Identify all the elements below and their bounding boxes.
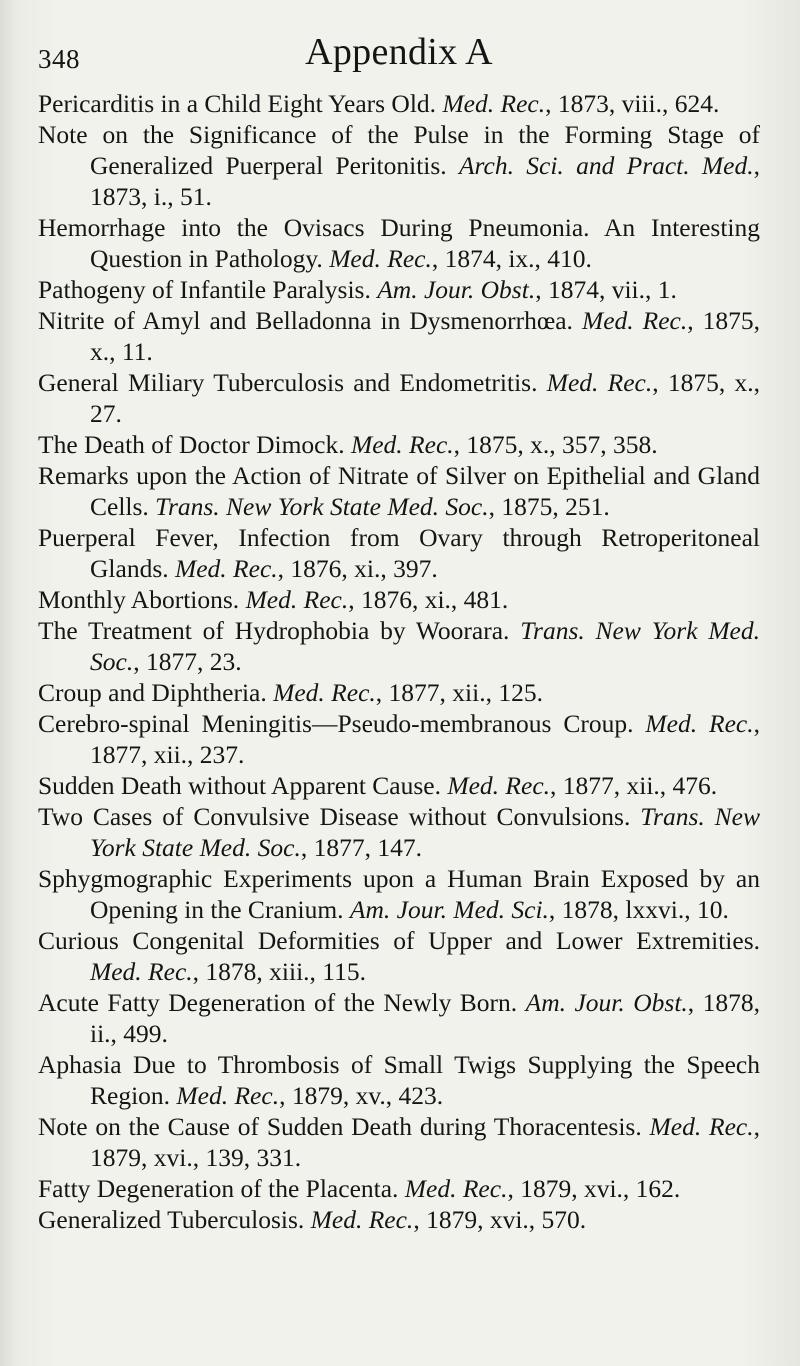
entry-journal: Med. Rec. [442, 89, 546, 118]
entry-title: Monthly Abortions. [38, 585, 240, 614]
entry-details: , 1875, x., 357, 358. [453, 430, 658, 459]
bibliography-entry [38, 305, 760, 367]
bibliography-entry [38, 1173, 760, 1204]
entry-details: , 1877, xii., 237. [90, 709, 761, 769]
entry-title: Generalized Tuberculosis. [38, 1205, 305, 1234]
running-head: Appendix A [305, 31, 493, 73]
entry-details: , 1874, ix., 410. [431, 244, 592, 273]
bibliography-entry [38, 460, 760, 522]
page-header [38, 0, 760, 88]
entry-title: Remarks upon the Action of Nitrate of Silver on Epithelial and Gland Cells. [38, 461, 760, 521]
entry-title: The Death of Doctor Dimock. [38, 430, 345, 459]
entry-journal: Am. Jour. Med. Sci. [349, 895, 549, 924]
bibliography-entry [38, 88, 760, 119]
entry-journal: Med. Rec. [176, 1081, 280, 1110]
entry-title: Note on the Significance of the Pulse in the Forming Stage of Generalized Puerperal Peritonitis. [38, 120, 760, 180]
entry-details: , 1879, xvi., 162. [507, 1174, 681, 1203]
bibliography-entry [38, 677, 760, 708]
entry-title: Aphasia Due to Thrombosis of Small Twigs Supplying the Speech Region. [38, 1050, 760, 1110]
entry-details: , 1879, xvi., 570. [413, 1205, 587, 1234]
bibliography-entry [38, 212, 760, 274]
entry-journal: Am. Jour. Obst. [377, 275, 536, 304]
entry-title: Note on the Cause of Sudden Death during Thoracentesis. [38, 1112, 642, 1141]
bibliography-entry [38, 429, 760, 460]
bibliography-entry [38, 367, 760, 429]
entry-details: , 1878, lxxvi., 10. [548, 895, 729, 924]
bibliography-entry [38, 770, 760, 801]
entry-journal: Med. Rec. [310, 1205, 414, 1234]
entry-title: Pericarditis in a Child Eight Years Old. [38, 89, 437, 118]
entry-journal: Med. Rec. [581, 306, 688, 335]
bibliography-entry [38, 863, 760, 925]
entry-title: Pathogeny of Infantile Paralysis. [38, 275, 371, 304]
entry-journal: Med. Rec. [447, 771, 551, 800]
entry-title: Curious Congenital Deformities of Upper and Lower Extremities. [38, 926, 760, 955]
entry-details: , 1873, viii., 624. [545, 89, 720, 118]
entry-title: Nitrite of Amyl and Belladonna in Dysmenorrhœa. [38, 306, 573, 335]
bibliography-entry [38, 119, 760, 212]
entry-details: , 1878, ii., 499. [90, 988, 761, 1048]
entry-details: , 1879, xvi., 139, 331. [90, 1112, 761, 1172]
entry-journal: Arch. Sci. and Pract. Med. [458, 151, 754, 180]
entry-details: , 1874, vii., 1. [535, 275, 677, 304]
entry-journal: Med. Rec. [546, 368, 653, 397]
bibliography-entry [38, 801, 760, 863]
entry-title: Cerebro-spinal Meningitis—Pseudo-membranous Croup. [38, 709, 634, 738]
entry-title: Hemorrhage into the Ovisacs During Pneumonia. An Interesting Question in Pathology. [38, 213, 760, 273]
entry-details: , 1875, x., 27. [90, 368, 760, 428]
entry-journal: Med. Rec. [245, 585, 349, 614]
entry-details: , 1878, xiii., 115. [192, 957, 366, 986]
entry-title: General Miliary Tuberculosis and Endometritis. [38, 368, 538, 397]
entry-details: , 1875, 251. [488, 492, 610, 521]
entry-details: , 1877, xii., 476. [550, 771, 718, 800]
entry-journal: Med. Rec. [351, 430, 454, 459]
entry-details: , 1877, 23. [133, 647, 242, 676]
entry-details: , 1877, 147. [300, 833, 422, 862]
entry-details: , 1875, x., 11. [90, 306, 761, 366]
entry-title: Puerperal Fever, Infection from Ovary through Retroperitoneal Glands. [38, 523, 760, 583]
entry-journal: Med. Rec. [645, 709, 754, 738]
entry-journal: Med. Rec. [175, 554, 278, 583]
entry-title: Croup and Diphtheria. [38, 678, 267, 707]
entry-journal: Trans. New York Med. Soc. [90, 616, 761, 676]
entry-title: Acute Fatty Degeneration of the Newly Born. [38, 988, 518, 1017]
bibliography-entry [38, 1049, 760, 1111]
entry-title: The Treatment of Hydrophobia by Woorara. [38, 616, 510, 645]
bibliography-entry [38, 1204, 760, 1235]
bibliography-list [38, 88, 760, 1235]
entry-journal: Am. Jour. Obst. [525, 988, 688, 1017]
entry-journal: Med. Rec. [404, 1174, 508, 1203]
entry-journal: Med. Rec. [90, 957, 193, 986]
entry-details: , 1879, xv., 423. [279, 1081, 444, 1110]
entry-title: Fatty Degeneration of the Placenta. [38, 1174, 399, 1203]
entry-title: Sphygmographic Experiments upon a Human Brain Exposed by an Opening in the Cranium. [38, 864, 760, 924]
entry-title: Sudden Death without Apparent Cause. [38, 771, 441, 800]
bibliography-entry [38, 925, 760, 987]
entry-details: , 1876, xi., 397. [277, 554, 438, 583]
bibliography-entry [38, 615, 760, 677]
bibliography-entry [38, 584, 760, 615]
entry-journal: Med. Rec. [329, 244, 432, 273]
page-number: 348 [38, 44, 80, 74]
entry-details: , 1877, xii., 125. [375, 678, 543, 707]
bibliography-entry [38, 274, 760, 305]
bibliography-entry [38, 522, 760, 584]
entry-journal: Med. Rec. [649, 1112, 754, 1141]
bibliography-entry [38, 1111, 760, 1173]
entry-title: Two Cases of Convulsive Disease without Convulsions. [38, 802, 631, 831]
entry-details: , 1873, i., 51. [90, 151, 760, 211]
bibliography-entry [38, 987, 760, 1049]
entry-journal: Trans. New York State Med. Soc. [90, 802, 760, 862]
bibliography-entry [38, 708, 760, 770]
entry-journal: Med. Rec. [273, 678, 376, 707]
entry-details: , 1876, xi., 481. [348, 585, 509, 614]
entry-journal: Trans. New York State Med. Soc. [155, 492, 489, 521]
